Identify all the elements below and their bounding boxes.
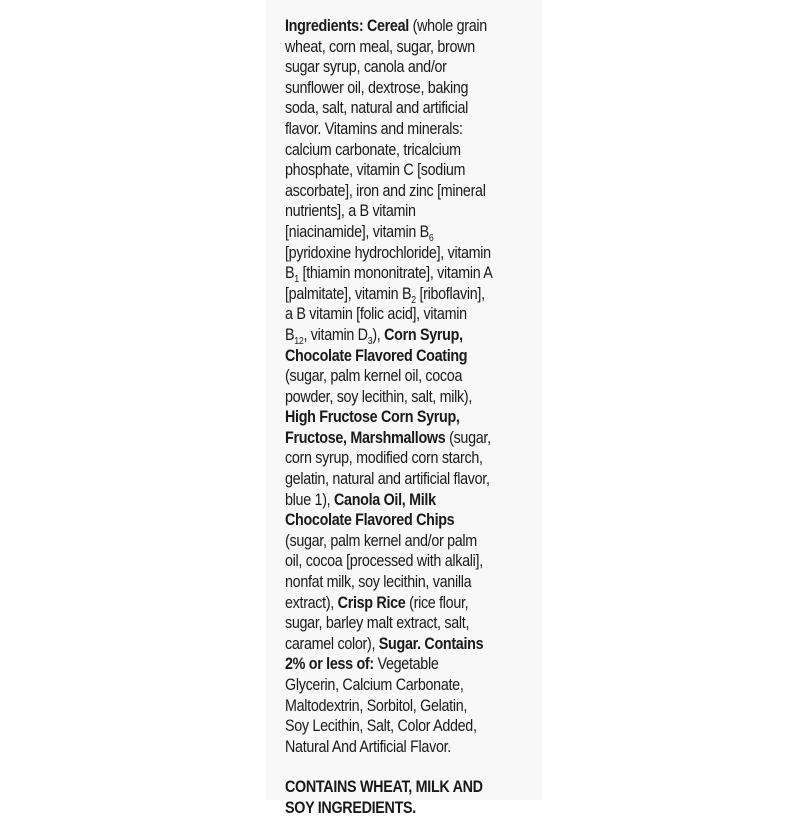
ingredient-line — [285, 428, 505, 449]
ingredient-line — [285, 98, 505, 119]
ingredient-text: (rice flour, — [405, 593, 469, 612]
bold-ingredient-text: Crisp Rice — [337, 593, 406, 612]
bold-ingredient-text: High Fructose Corn Syrup, — [285, 408, 460, 427]
ingredient-text: Vegetable — [373, 655, 439, 674]
ingredient-line — [285, 57, 505, 78]
ingredient-text: flavor. Vitamins and minerals: — [285, 119, 463, 138]
ingredient-line — [285, 140, 505, 161]
ingredient-text: soda, salt, natural and artificial — [285, 99, 469, 118]
ingredient-text: wheat, corn meal, sugar, brown — [285, 37, 475, 56]
ingredient-line — [285, 448, 505, 469]
ingredient-text: ), — [372, 325, 385, 344]
ingredient-text: Glycerin, Calcium Carbonate, — [285, 676, 464, 694]
ingredient-line — [285, 160, 505, 181]
ingredient-text: sugar, barley malt extract, salt, — [285, 614, 470, 633]
ingredient-line — [285, 37, 505, 58]
ingredient-text: sugar syrup, canola and/or — [285, 58, 447, 77]
ingredient-line — [285, 551, 505, 572]
ingredient-line — [285, 16, 505, 37]
subscript-text: 2 — [411, 294, 416, 306]
ingredient-text: caramel color), — [285, 634, 379, 653]
bold-ingredient-text: Corn Syrup, — [384, 325, 463, 344]
ingredient-text: (whole grain — [408, 17, 487, 35]
ingredients-list — [285, 16, 505, 757]
ingredient-line — [285, 119, 505, 140]
ingredient-line — [285, 469, 505, 490]
allergen-line: SOY INGREDIENTS. — [285, 798, 416, 817]
ingredient-line — [285, 593, 505, 614]
ingredient-line — [285, 531, 505, 552]
ingredient-line — [285, 263, 505, 284]
allergen-line: CONTAINS WHEAT, MILK AND — [285, 778, 483, 797]
subscript-text: 6 — [428, 232, 434, 244]
bold-ingredient-text: Canola Oil, Milk — [334, 490, 436, 509]
subscript-text: 12 — [294, 335, 304, 347]
ingredient-line — [285, 243, 505, 264]
ingredient-line — [285, 737, 505, 758]
ingredient-line — [285, 325, 505, 346]
ingredient-line — [285, 490, 505, 511]
bold-ingredient-text: 2% or less of: — [285, 655, 374, 674]
ingredient-text: Soy Lecithin, Salt, Color Added, — [285, 717, 477, 736]
ingredient-line — [285, 510, 505, 531]
ingredient-text: [pyridoxine hydrochloride], vitamin — [285, 243, 491, 262]
ingredient-text: nutrients], a B vitamin — [285, 202, 416, 221]
ingredient-line — [285, 181, 505, 202]
ingredient-text: extract), — [285, 593, 338, 612]
ingredient-line — [285, 346, 505, 367]
ingredient-line — [285, 696, 505, 717]
ingredient-line — [285, 654, 505, 675]
subscript-text: 1 — [294, 274, 299, 286]
ingredient-text: , vitamin D — [303, 325, 368, 344]
ingredient-line — [285, 407, 505, 428]
ingredient-text: B — [285, 325, 295, 344]
ingredient-line — [285, 716, 505, 737]
ingredient-line — [285, 366, 505, 387]
ingredient-text: blue 1), — [285, 490, 335, 509]
ingredient-text: sunflower oil, dextrose, baking — [285, 78, 469, 97]
ingredient-text: [niacinamide], vitamin B — [285, 222, 429, 241]
allergen-statement — [285, 777, 505, 818]
ingredient-text: Natural And Artificial Flavor. — [285, 737, 451, 756]
ingredient-line — [285, 613, 505, 634]
ingredient-text: (sugar, palm kernel oil, cocoa — [285, 367, 463, 386]
ingredient-text: powder, soy lecithin, salt, milk), — [285, 387, 472, 406]
ingredient-text: (sugar, — [445, 428, 491, 447]
ingredient-line — [285, 284, 505, 305]
ingredient-text: a B vitamin [folic acid], vitamin — [285, 305, 467, 324]
bold-ingredient-text: Fructose, Marshmallows — [285, 428, 446, 447]
ingredient-text: [palmitate], vitamin B — [285, 284, 412, 303]
ingredient-text: [riboflavin], — [415, 284, 485, 303]
ingredient-line — [285, 78, 505, 99]
ingredient-line — [285, 634, 505, 655]
ingredient-text: Maltodextrin, Sorbitol, Gelatin, — [285, 696, 468, 715]
subscript-text: 3 — [367, 335, 373, 347]
ingredient-line — [285, 572, 505, 593]
ingredient-text: ascorbate], iron and zinc [mineral — [285, 181, 486, 200]
ingredient-line — [285, 222, 505, 243]
section-spacer — [285, 757, 505, 777]
ingredient-line — [285, 304, 505, 325]
ingredient-text: B — [285, 264, 295, 283]
ingredient-line — [285, 387, 505, 408]
ingredient-text: [thiamin mononitrate], vitamin A — [298, 264, 493, 283]
ingredient-text: calcium carbonate, tricalcium — [285, 140, 461, 159]
bold-ingredient-text: Ingredients: Cereal — [285, 17, 409, 35]
ingredient-line — [285, 675, 505, 696]
ingredients-label — [285, 16, 505, 819]
ingredient-text: nonfat milk, soy lecithin, vanilla — [285, 573, 472, 592]
ingredient-text: oil, cocoa [processed with alkali], — [285, 552, 483, 571]
bold-ingredient-text: Chocolate Flavored Coating — [285, 346, 468, 365]
bold-ingredient-text: Sugar. Contains — [378, 634, 484, 653]
ingredient-text: corn syrup, modified corn starch, — [285, 449, 483, 468]
ingredient-text: (sugar, palm kernel and/or palm — [285, 531, 477, 550]
ingredient-line — [285, 201, 505, 222]
ingredient-text: gelatin, natural and artificial flavor, — [285, 470, 490, 489]
ingredient-text: phosphate, vitamin C [sodium — [285, 161, 466, 180]
bold-ingredient-text: Chocolate Flavored Chips — [285, 511, 455, 530]
